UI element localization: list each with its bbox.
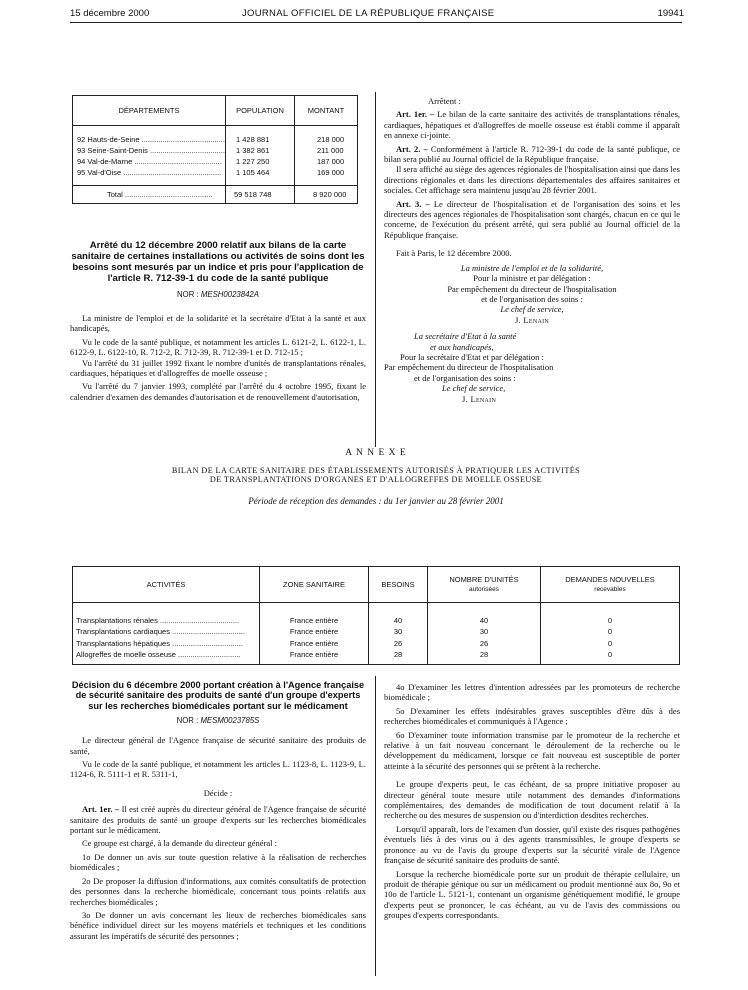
signature-line: et de l'organisation des soins :	[481, 293, 583, 304]
signature-ministre	[384, 263, 680, 325]
nor-code: MESM0023785S	[200, 716, 260, 726]
besoins: 28	[369, 649, 428, 661]
demandes: 0	[607, 650, 613, 660]
decision-nor	[70, 716, 366, 725]
zone: France entière	[260, 615, 369, 627]
dept-montant: 169 000	[317, 167, 345, 177]
article-2	[384, 144, 680, 165]
activite: Transplantations hépatiques ..................................	[73, 638, 260, 650]
journal-title: JOURNAL OFFICIEL DE LA RÉPUBLIQUE FRANÇAISE	[242, 8, 495, 19]
article-label: Art. 3. –	[396, 198, 430, 209]
table-row	[73, 134, 358, 145]
unites: 28	[428, 649, 541, 661]
signature-line: Par empêchement du directeur de l'hospitalisation	[384, 362, 554, 373]
paragraph: Ce groupe est chargé, à la demande du directeur général :	[82, 838, 278, 849]
column-divider-bottom	[375, 676, 376, 976]
paragraph: Vu l'arrêté du 31 juillet 1992 fixant le nombre d'unités de transplantations rénales, cardiaques, hépatiques et d'allogreffes de moelle osseuse ;	[70, 357, 366, 379]
dept-name: 92 Hauts-de-Seine ........................................	[73, 134, 226, 145]
table-row	[73, 145, 358, 156]
nor-code: MESH0023842A	[200, 290, 259, 299]
paragraph: Lorsque la recherche biomédicale porte sur un produit de thérapie cellulaire, un produit de thérapie génique ou sur un médicament ou produit mentionné aux 8o, 9o et 10o de l'article L. 5121-1, contenant un organisme génétiquement modifié, le groupe d'experts peut se prononcer, le cas échéant, au vu de l'avis des commissions ou groupes d'experts correspondants.	[384, 868, 680, 921]
paragraph: Vu l'arrêté du 7 janvier 1993, complété par l'arrêté du 4 octobre 1995, fixant le calendrier d'examen des demandes d'autorisation et de renouvellement d'autorisation,	[70, 381, 366, 402]
activite: Transplantations cardiaques ...................................	[73, 626, 260, 638]
besoins: 26	[369, 638, 428, 650]
paragraph: 5o D'examiner les effets indésirables graves susceptibles d'être dûs à des recherches biomédicales et communiqués à l'Agence ;	[384, 705, 680, 727]
dept-name: 94 Val-de-Marne ..........................................	[73, 156, 226, 167]
article-text: Le directeur de l'hospitalisation et de l'organisation des soins et les directeurs des agences régionales de l'hospitalisation sont chargés, chacun en ce qui le concerne, de l'exécution du présent arrêté, qui sera publié au Journal officiel de la République française.	[384, 198, 681, 240]
col-unites	[428, 567, 541, 603]
table-row	[73, 649, 680, 661]
col-demandes-sub: recevables	[594, 586, 626, 593]
article-label: Art. 1er. –	[396, 109, 435, 120]
dept-name: 95 Val-d'Oise ...............................................	[73, 167, 226, 178]
paragraph: Le directeur général de l'Agence française de sécurité sanitaire des produits de santé,	[70, 735, 366, 756]
signature-line: et de l'organisation des soins :	[414, 372, 516, 383]
demandes: 0	[607, 627, 613, 637]
dept-population: 1 382 861	[226, 145, 295, 156]
annexe-subtitle: DE TRANSPLANTATIONS D'ORGANES ET D'ALLOGREFFES DE MOELLE OSSEUSE	[209, 475, 543, 484]
dept-montant: 218 000	[317, 134, 345, 144]
signature-line: Le chef de service,	[442, 383, 506, 394]
paragraph: 6o D'examiner toute information transmise par le promoteur de la recherche et relative à un fait nouveau concernant le déroulement de la recherche ou le développement du médicament, lorsque ce fait nouveau est susceptible de porter atteinte à la sécurité des personnes qui se prêtent à la recherche.	[384, 729, 680, 771]
signature-name: J. Lenain	[462, 393, 497, 404]
arrete-title: Arrêté du 12 décembre 2000 relatif aux bilans de la carte sanitaire de certaines installations ou activités de soins dont les besoins sont mesurés par un indice et pris pour l'application de l'article R. 712-39-1 du code de la santé publique	[71, 240, 365, 284]
table-row	[73, 626, 680, 638]
zone: France entière	[260, 649, 369, 661]
col-unites-sub: autorisées	[469, 586, 499, 593]
total-montant: 8 920 000	[313, 190, 347, 199]
unites: 26	[428, 638, 541, 650]
signature-line: Pour la secrétaire d'Etat et par délégation :	[400, 351, 544, 362]
col-besoins: BESOINS	[369, 567, 428, 603]
col-unites-label: NOMBRE D'UNITÉS	[449, 575, 519, 584]
decision-title: Décision du 6 décembre 2000 portant création à l'Agence française de sécurité sanitaire des produits de santé d'un groupe d'experts sur les recherches biomédicales portant sur le médicament	[71, 680, 365, 711]
signature-line: et aux handicapés,	[430, 341, 494, 352]
departments-table	[72, 95, 358, 204]
article-1	[384, 109, 680, 140]
col-zone: ZONE SANITAIRE	[260, 567, 369, 603]
col-departements: DÉPARTEMENTS	[73, 96, 226, 126]
article-text: Le bilan de la carte sanitaire des activités de transplantations rénales, cardiaques, hépatiques et d'allogreffes de moelle osseuse est établi comme il apparaît en annexe ci-jointe.	[384, 109, 680, 141]
paragraph: 3o De donner un avis concernant les lieux de recherches biomédicales sans bénéfice individuel direct sur les moyens matériels et techniques et les conditions assurant les impératifs de sécurité des personnes ;	[70, 909, 366, 941]
paragraph: 2o De proposer la diffusion d'informations, aux comités consultatifs de protection des personnes dans la recherche biomédicale, concernant tous points relatifs aux recherches biomédicales ;	[70, 875, 366, 907]
total-row	[73, 186, 358, 204]
article-label: Art. 1er. –	[82, 804, 120, 815]
signature-line: La secrétaire d'Etat à la santé	[414, 331, 517, 342]
total-population: 59 518 748	[226, 186, 295, 204]
header-rule	[70, 22, 682, 23]
dept-name: 93 Seine-Saint-Denis ....................................	[73, 145, 226, 156]
arrete-body	[70, 313, 366, 402]
article-label: Art. 2. –	[396, 143, 428, 154]
annexe-subtitle: BILAN DE LA CARTE SANITAIRE DES ÉTABLISSEMENTS AUTORISÉS À PRATIQUER LES ACTIVITÉS	[171, 466, 581, 475]
signature-secretaire	[384, 331, 680, 404]
header-date: 15 décembre 2000	[70, 8, 150, 19]
annexe-title: A N N E X E	[345, 448, 407, 458]
nor-label: NOR :	[176, 716, 199, 726]
decision-left	[70, 680, 366, 941]
arrete-right	[384, 96, 680, 404]
arretent: Arrêtent :	[428, 96, 461, 106]
zone: France entière	[260, 626, 369, 638]
signature-line: Pour la ministre et par délégation :	[473, 273, 591, 284]
annexe-periode: Période de réception des demandes : du 1er janvier au 28 février 2001	[248, 496, 504, 506]
arrete-left	[70, 240, 366, 402]
unites: 40	[428, 615, 541, 627]
activite: Transplantations rénales ......................................	[73, 615, 260, 627]
annexe	[70, 448, 682, 506]
decision-body	[70, 735, 366, 941]
col-population: POPULATION	[226, 96, 295, 126]
article-text: Conformément à l'article R. 712-39-1 du code de la santé publique, ce bilan sera publié au Journal officiel de la République française.	[384, 143, 681, 165]
decision-article-1	[70, 804, 366, 835]
table-row	[73, 156, 358, 167]
decision-right	[384, 682, 680, 921]
signature-line: Par empêchement du directeur de l'hospitalisation	[447, 283, 617, 294]
paragraph: Vu le code de la santé publique, et notamment les articles L. 1123-8, L. 1123-9, L. 1124-6, R. 5111-1 et R. 5311-1,	[70, 759, 366, 780]
besoins: 40	[369, 615, 428, 627]
col-montant: MONTANT	[307, 106, 345, 115]
signature-line: Le chef de service,	[500, 304, 564, 315]
table-row	[73, 167, 358, 178]
fait-a-paris: Fait à Paris, le 12 décembre 2000.	[396, 248, 512, 259]
paragraph: La ministre de l'emploi et de la solidarité et la secrétaire d'Etat à la santé et aux handicapés,	[70, 313, 366, 334]
arrete-nor	[70, 290, 366, 299]
col-demandes-label: DEMANDES NOUVELLES	[565, 575, 655, 584]
signature-line: La ministre de l'emploi et de la solidarité,	[460, 262, 604, 273]
col-activites: ACTIVITÉS	[73, 567, 260, 603]
col-demandes	[541, 567, 680, 603]
signature-name: J. Lenain	[514, 314, 550, 325]
paragraph: Il sera affiché au siège des agences régionales de l'hospitalisation ainsi que dans les directions régionales et dans les directions départementales des affaires sanitaires et sociales. Cet affichage sera maintenu jusqu'au 28 février 2001.	[384, 164, 680, 196]
column-divider-top	[375, 92, 376, 447]
dept-montant: 211 000	[317, 145, 344, 155]
dept-population: 1 428 881	[226, 134, 295, 145]
dept-population: 1 105 464	[226, 167, 295, 178]
dept-population: 1 227 250	[226, 156, 295, 167]
zone: France entière	[260, 638, 369, 650]
demandes: 0	[607, 615, 613, 625]
page-number: 19941	[657, 8, 684, 19]
paragraph: Vu le code de la santé publique, et notamment les articles L. 6121-2, L. 6122-1, L. 6122-9, L. 6122-10, R. 712-2, R. 712-39, R. 712-39-1 et D. 712-15 ;	[70, 336, 366, 358]
nor-label: NOR :	[177, 290, 199, 299]
activite: Allogreffes de moelle osseuse ..............................	[73, 649, 260, 661]
demandes: 0	[607, 638, 613, 648]
paragraph: 4o D'examiner les lettres d'intention adressées par les promoteurs de recherche biomédicale ;	[384, 682, 680, 703]
annexe-table	[72, 566, 680, 665]
paragraph: Le groupe d'experts peut, le cas échéant, de sa propre initiative proposer au directeur général toute mesure utile notamment des demandes d'informations complémentaires, des demandes de modification de tout document relatif à la recherche ou des mesures de suspension ou d'interdiction desdites recherches.	[384, 779, 680, 821]
dept-montant: 187 000	[317, 156, 345, 166]
decide: Décide :	[203, 787, 233, 798]
table-row	[73, 638, 680, 650]
article-text: Il est créé auprès du directeur général de l'Agence française de sécurité sanitaire des produits de santé un groupe d'experts sur les recherches biomédicales portant sur le médicament.	[70, 804, 366, 836]
paragraph: Lorsqu'il apparaît, lors de l'examen d'un dossier, qu'il existe des risques pathogènes éventuels liés à des virus ou à des agents transmissibles, le groupe d'experts se prononce au vu de l'avis du groupe d'experts sur la sécurité virale de l'Agence française de sécurité sanitaire des produits de santé.	[384, 823, 680, 866]
unites: 30	[428, 626, 541, 638]
besoins: 30	[369, 626, 428, 638]
total-label: Total ..........................................	[73, 186, 226, 204]
table-row	[73, 615, 680, 627]
paragraph: 1o De donner un avis sur toute question relative à la réalisation de recherches biomédicales ;	[70, 851, 366, 873]
article-3	[384, 199, 680, 241]
